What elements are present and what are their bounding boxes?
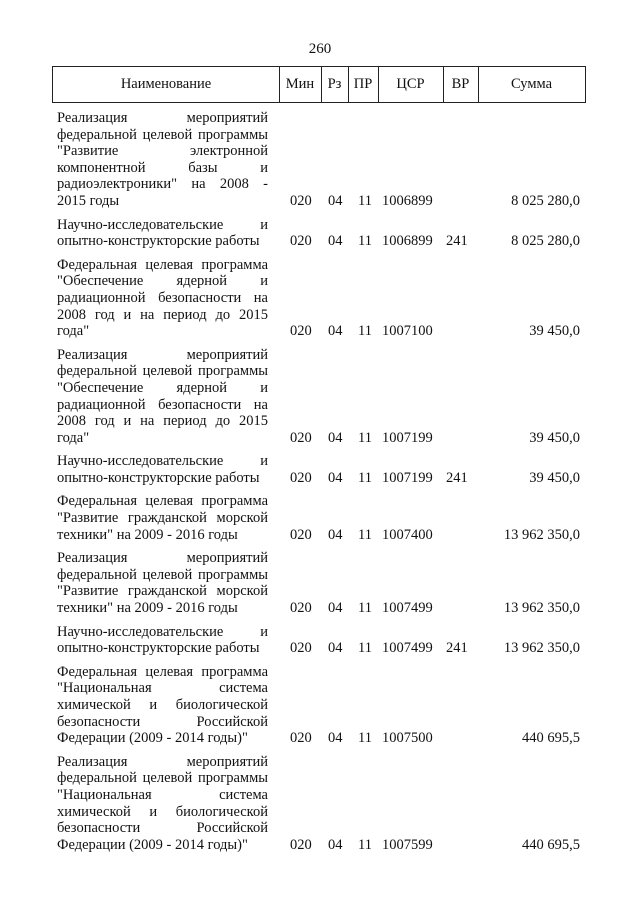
- row-min: 020: [290, 469, 312, 486]
- table-row: [52, 550, 592, 616]
- row-csr: 1007100: [382, 323, 433, 340]
- row-pr: 11: [358, 192, 372, 209]
- row-min: 020: [290, 526, 312, 543]
- header-rz: Рз: [321, 67, 349, 102]
- row-min: 020: [290, 429, 312, 446]
- row-rz: 04: [328, 323, 343, 340]
- header-sum: Сумма: [510, 76, 553, 92]
- row-rz: 04: [328, 192, 343, 209]
- table-row: [52, 664, 592, 747]
- row-rz: 04: [328, 469, 343, 486]
- row-csr: 1007499: [382, 600, 433, 617]
- header-vr: ВР: [443, 67, 479, 102]
- row-rz: 04: [328, 640, 343, 657]
- row-name: Федеральная целевая программа "Национальная система химической и биологической безопасности Российской Федерации (2009 - 2014 годы)": [57, 663, 268, 747]
- row-name: Реализация мероприятий федеральной целевой программы "Развитие гражданской морской техники" на 2009 - 2016 годы: [57, 550, 268, 617]
- row-sum: 440 695,5: [522, 836, 580, 853]
- row-sum: 440 695,5: [522, 730, 580, 747]
- row-sum: 8 025 280,0: [511, 192, 580, 209]
- table-row: [52, 493, 592, 543]
- row-rz: 04: [328, 836, 343, 853]
- row-sum: 39 450,0: [529, 429, 580, 446]
- row-csr: 1007400: [382, 526, 433, 543]
- row-rz: 04: [328, 233, 343, 250]
- row-rz: 04: [328, 526, 343, 543]
- row-sum: 39 450,0: [529, 323, 580, 340]
- table-row: [52, 453, 592, 486]
- row-csr: 1006899: [382, 192, 433, 209]
- row-name: Реализация мероприятий федеральной целевой программы "Развитие электронной компонентной базы и радиоэлектроники" на 2008 - 2015 годы: [57, 110, 268, 209]
- row-rz: 04: [328, 429, 343, 446]
- table-row: [52, 347, 592, 447]
- row-name: Федеральная целевая программа "Обеспечение ядерной и радиационной безопасности на 2008 год и на период до 2015 года": [57, 256, 268, 340]
- row-pr: 11: [358, 429, 372, 446]
- row-min: 020: [290, 836, 312, 853]
- row-csr: 1007199: [382, 469, 433, 486]
- row-sum: 13 962 350,0: [503, 526, 580, 543]
- table-header: [52, 66, 586, 103]
- row-min: 020: [290, 323, 312, 340]
- table-row: [52, 754, 592, 854]
- row-csr: 1007499: [382, 640, 433, 657]
- row-name: Научно-исследовательские и опытно-конструкторские работы: [57, 216, 268, 250]
- row-sum: 13 962 350,0: [503, 600, 580, 617]
- row-pr: 11: [358, 233, 372, 250]
- row-rz: 04: [328, 730, 343, 747]
- page-number: 260: [308, 41, 332, 57]
- header-name: Наименование: [53, 67, 280, 102]
- row-rz: 04: [328, 600, 343, 617]
- row-vr: 241: [446, 469, 468, 486]
- row-pr: 11: [358, 600, 372, 617]
- row-sum: 8 025 280,0: [511, 233, 580, 250]
- table-row: [52, 110, 592, 210]
- row-pr: 11: [358, 730, 372, 747]
- row-vr: 241: [446, 640, 468, 657]
- row-pr: 11: [358, 469, 372, 486]
- row-name: Реализация мероприятий федеральной целевой программы "Обеспечение ядерной и радиационной безопасности на 2008 год и на период до 2015 года": [57, 346, 268, 446]
- row-sum: 13 962 350,0: [503, 640, 580, 657]
- row-name: Научно-исследовательские и опытно-конструкторские работы: [57, 623, 268, 657]
- row-pr: 11: [358, 836, 372, 853]
- row-min: 020: [290, 192, 312, 209]
- table-row: [52, 217, 592, 250]
- row-sum: 39 450,0: [529, 469, 580, 486]
- header-pr: ПР: [348, 67, 379, 102]
- row-pr: 11: [358, 323, 372, 340]
- row-csr: 1006899: [382, 233, 433, 250]
- row-csr: 1007500: [382, 730, 433, 747]
- row-min: 020: [290, 730, 312, 747]
- row-pr: 11: [358, 640, 372, 657]
- table-row: [52, 257, 592, 340]
- row-name: Федеральная целевая программа "Развитие гражданской морской техники" на 2009 - 2016 годы: [57, 493, 268, 543]
- row-vr: 241: [446, 233, 468, 250]
- row-csr: 1007599: [382, 836, 433, 853]
- table-body: [52, 103, 592, 853]
- row-csr: 1007199: [382, 429, 433, 446]
- table-row: [52, 624, 592, 657]
- row-name: Научно-исследовательские и опытно-конструкторские работы: [57, 453, 268, 486]
- row-min: 020: [290, 640, 312, 657]
- row-name: Реализация мероприятий федеральной целевой программы "Национальная система химической и биологической безопасности Российской Федерации (2009 - 2014 годы)": [57, 753, 268, 853]
- row-pr: 11: [358, 526, 372, 543]
- header-csr: ЦСР: [378, 67, 444, 102]
- row-min: 020: [290, 600, 312, 617]
- header-min: Мин: [279, 67, 322, 102]
- row-min: 020: [290, 233, 312, 250]
